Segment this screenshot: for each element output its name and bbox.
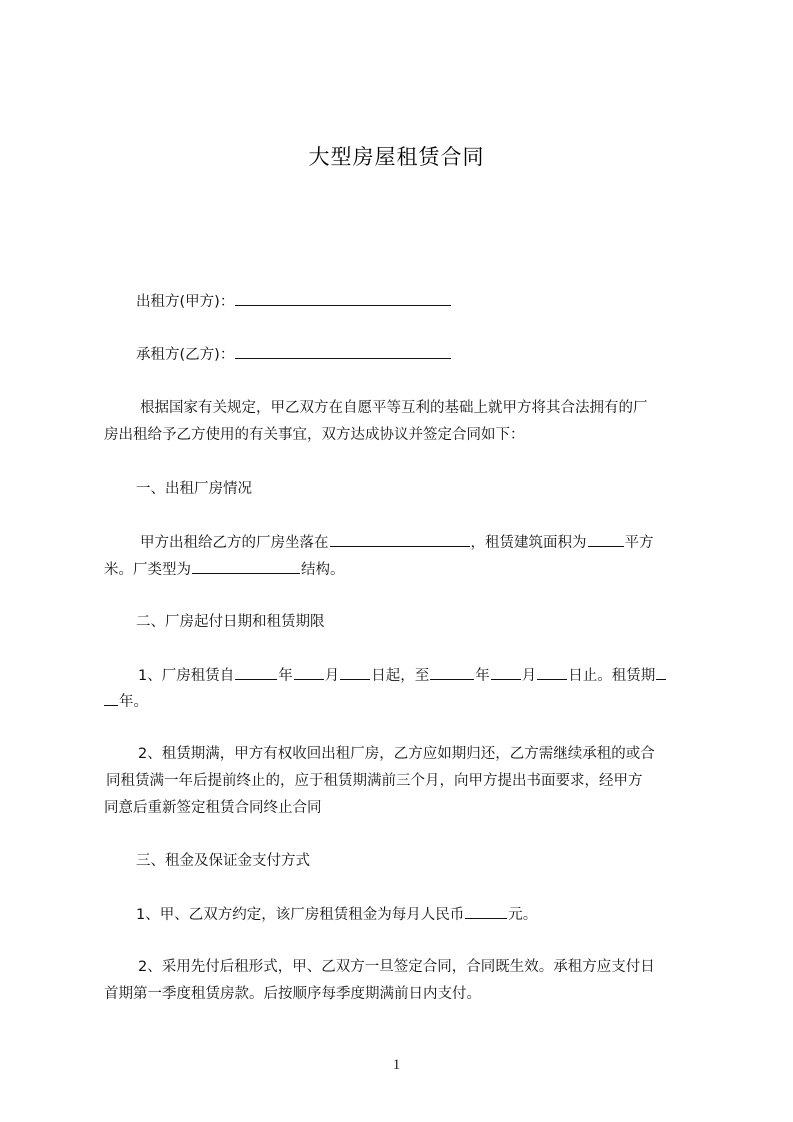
lessor-label: 出租方(甲方)： (136, 294, 235, 310)
area-blank (588, 531, 624, 547)
intro-line-2: 房出租给予乙方使用的有关事宜，双方达成协议并签定合同如下： (104, 427, 525, 443)
section2-heading: 二、厂房起付日期和租赁期限 (136, 614, 325, 630)
start-day-blank (340, 664, 370, 680)
start-month-blank (294, 664, 324, 680)
section3-item1 (136, 903, 742, 926)
type-label: 米。厂类型为 (104, 562, 191, 578)
area-unit: 平方 (624, 535, 654, 551)
lessor-line (136, 290, 742, 313)
lessee-label: 承租方(乙方)： (136, 347, 235, 363)
area-label: ，租赁建筑面积为 (470, 535, 587, 551)
page-number: 1 (392, 1057, 401, 1073)
end-year-label: 年 (475, 668, 490, 684)
section2-item2-line-3: 同意后重新签定租赁合同终止合同 (104, 800, 322, 816)
end-month-label: 月 (521, 668, 537, 684)
term-unit: 年。 (119, 694, 148, 710)
start-day-label: 日起，至 (371, 668, 430, 684)
document-title: 大型房屋租赁合同 (308, 145, 485, 169)
structure-label: 结构。 (301, 562, 345, 578)
section3-item2-line-1: 2、采用先付后租形式，甲、乙双方一旦签定合同，合同既生效。承租方应支付日 (138, 959, 655, 975)
section2-item1-line-2 (104, 690, 710, 713)
rent-unit: 元。 (508, 907, 538, 923)
rent-label: 1、甲、乙双方约定，该厂房租赁租金为每月人民币 (136, 907, 465, 923)
section2-item2-line-2: 同租赁满一年后提前终止的，应于租赁期满前三个月，向甲方提出书面要求，经甲方 (106, 773, 643, 789)
rent-blank (465, 903, 507, 919)
end-month-blank (491, 664, 521, 680)
section1-para-line-1 (140, 531, 746, 554)
lease-from-label: 1、厂房租赁自 (138, 668, 235, 684)
start-month-label: 月 (324, 668, 340, 684)
lessor-blank (235, 290, 451, 306)
location-blank (330, 531, 470, 547)
term-blank-a (656, 664, 666, 680)
lessee-blank (235, 343, 451, 359)
start-year-blank (235, 664, 277, 680)
end-day-label: 日止。租赁期 (568, 668, 656, 684)
section2-item1-line-1 (138, 664, 744, 687)
end-day-blank (537, 664, 567, 680)
location-label: 甲方出租给乙方的厂房坐落在 (140, 535, 329, 551)
section3-heading: 三、租金及保证金支付方式 (136, 853, 310, 869)
section3-item2-line-2: 首期第一季度租赁房款。后按顺序每季度期满前日内支付。 (104, 986, 481, 1002)
section1-para-line-2 (104, 558, 710, 581)
type-blank (192, 558, 300, 574)
section1-heading: 一、出租厂房情况 (136, 481, 252, 497)
term-blank-b (104, 690, 118, 706)
end-year-blank (430, 664, 474, 680)
start-year-label: 年 (278, 668, 293, 684)
section2-item2-line-1: 2、租赁期满，甲方有权收回出租厂房，乙方应如期归还，乙方需继续承租的或合 (138, 746, 655, 762)
intro-line-1: 根据国家有关规定，甲乙双方在自愿平等互利的基础上就甲方将其合法拥有的厂 (140, 400, 648, 416)
lessee-line (136, 343, 742, 366)
